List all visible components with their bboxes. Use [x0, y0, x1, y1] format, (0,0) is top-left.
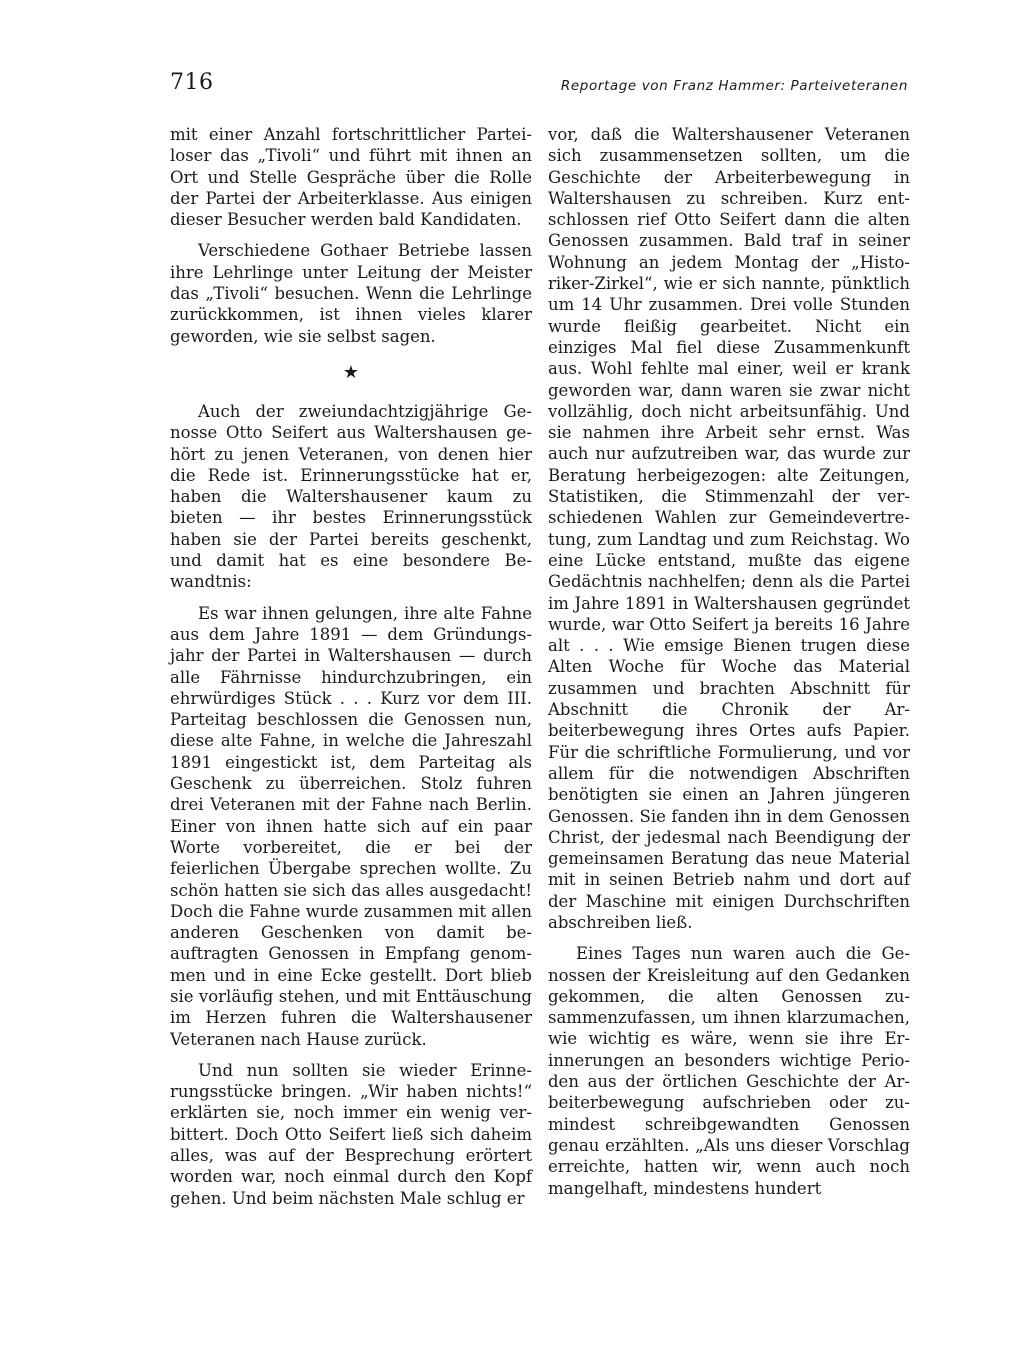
paragraph: Und nun sollten sie wieder Erinnerungsstücke bringen. „Wir haben nichts!“ erklärten sie, noch immer ein wenig verbittert. Doch Otto Seifert ließ sich daheim alles, was auf der Besprechung erörtert worden war, noch einmal durch den Kopf gehen. Und beim nächsten Male schlug er [170, 1060, 532, 1208]
paragraph: mit einer Anzahl fortschrittlicher Parteiloser das „Tivoli“ und führt mit ihnen an Ort und Stelle Gespräche über die Rolle der Partei der Arbeiterklasse. Aus einigen dieser Besucher werden bald Kandidaten. [170, 125, 532, 230]
paragraph: Verschiedene Gothaer Betriebe lassen ihre Lehrlinge unter Leitung der Meister das „Tivoli“ besuchen. Wenn die Lehrlinge zurückkommen, ist ihnen vieles klarer geworden, wie sie selbst sagen. [170, 241, 532, 346]
paragraph: vor, daß die Waltershausener Veteranen sich zusammensetzen sollten, um die Geschichte der Arbeiterbewegung in Waltershausen zu schreiben. Kurz entschlossen rief Otto Seifert dann die alten Genossen zusammen. Bald traf in seiner Wohnung an jedem Montag der „Historiker-Zirkel“, wie er sich nannte, pünktlich um 14 Uhr zusammen. Drei volle Stunden wurde fleißig gearbeitet. Nicht ein einziges Mal fiel diese Zusammenkunft aus. Wohl fehlte mal einer, weil er krank geworden war, dann waren sie zwar nicht vollzählig, doch nicht arbeitsunfähig. Und sie nahmen ihre Arbeit sehr ernst. Was auch nur aufzutreiben war, das wurde zur Beratung herbeigezogen: alte Zeitungen, Statistiken, die Stimmenzahl der verschiedenen Wahlen zur Gemeindevertretung, zum Landtag und zum Reichstag. Wo eine Lücke entstand, mußte das eigene Gedächtnis nachhelfen; denn als die Partei im Jahre 1891 in Waltershausen gegründet wurde, war Otto Seifert ja bereits 16 Jahre alt . . . Wie emsige Bienen trugen diese Alten Woche für Woche das Material zusammen und brachten Abschnitt für Abschnitt die Chronik der Arbeiterbewegung ihres Ortes aufs Papier. Für die schriftliche Formulierung, und vor allem für die notwendigen Abschriften benötigten sie einen an Jahren jüngeren Genossen. Sie fanden ihn in dem Genossen Christ, der jedesmal nach Beendigung der gemeinsamen Beratung das neue Material mit in seinen Betrieb nahm und dort auf der Maschine mit einigen Durchschriften abschreiben ließ. [548, 125, 910, 932]
paragraph: Es war ihnen gelungen, ihre alte Fahne aus dem Jahre 1891 — dem Gründungsjahr der Partei in Waltershausen — durch alle Fährnisse hindurchzubringen, ein ehrwürdiges Stück . . . Kurz vor dem III. Parteitag beschlossen die Genossen nun, diese alte Fahne, in welche die Jahreszahl 1891 eingestickt ist, dem Parteitag als Geschenk zu überreichen. Stolz fuhren drei Veteranen mit der Fahne nach Berlin. Einer von ihnen hatte sich auf ein paar Worte vorbereitet, die er bei der feierlichen Übergabe sprechen wollte. Zu schön hatten sie sich das alles ausgedacht! Doch die Fahne wurde zusammen mit allen anderen Geschenken von damit beauftragten Genossen in Empfang genommen und in eine Ecke gestellt. Dort blieb sie vorläufig stehen, und mit Enttäuschung im Herzen fuhren die Waltershausener Veteranen nach Hause zurück. [170, 603, 532, 1049]
page-number: 716 [170, 70, 214, 95]
right-column [548, 124, 910, 1199]
running-head: Reportage von Franz Hammer: Parteiveteranen [560, 78, 908, 94]
left-column [170, 124, 532, 1209]
paragraph: Auch der zweiundachtzigjährige Genosse Otto Seifert aus Waltershausen gehört zu jenen Veteranen, von denen hier die Rede ist. Erinnerungsstücke hat er, haben die Waltershausener kaum zu bieten — ihr bestes Erinnerungsstück haben sie der Partei bereits geschenkt, und damit hat es eine besondere Bewandtnis: [170, 401, 532, 592]
paragraph: Eines Tages nun waren auch die Genossen der Kreisleitung auf den Gedanken gekommen, die alten Genossen zusammenzufassen, um ihnen klarzumachen, wie wichtig es wäre, wenn sie ihre Erinnerungen an besonders wichtige Perioden aus der örtlichen Geschichte der Arbeiterbewegung aufschrieben oder zumindest schreibgewandten Genossen genau erzählten. „Als uns dieser Vorschlag erreichte, hatten wir, wenn auch noch mangelhaft, mindestens hundert [548, 944, 910, 1198]
section-separator-star: ★ [342, 361, 360, 383]
